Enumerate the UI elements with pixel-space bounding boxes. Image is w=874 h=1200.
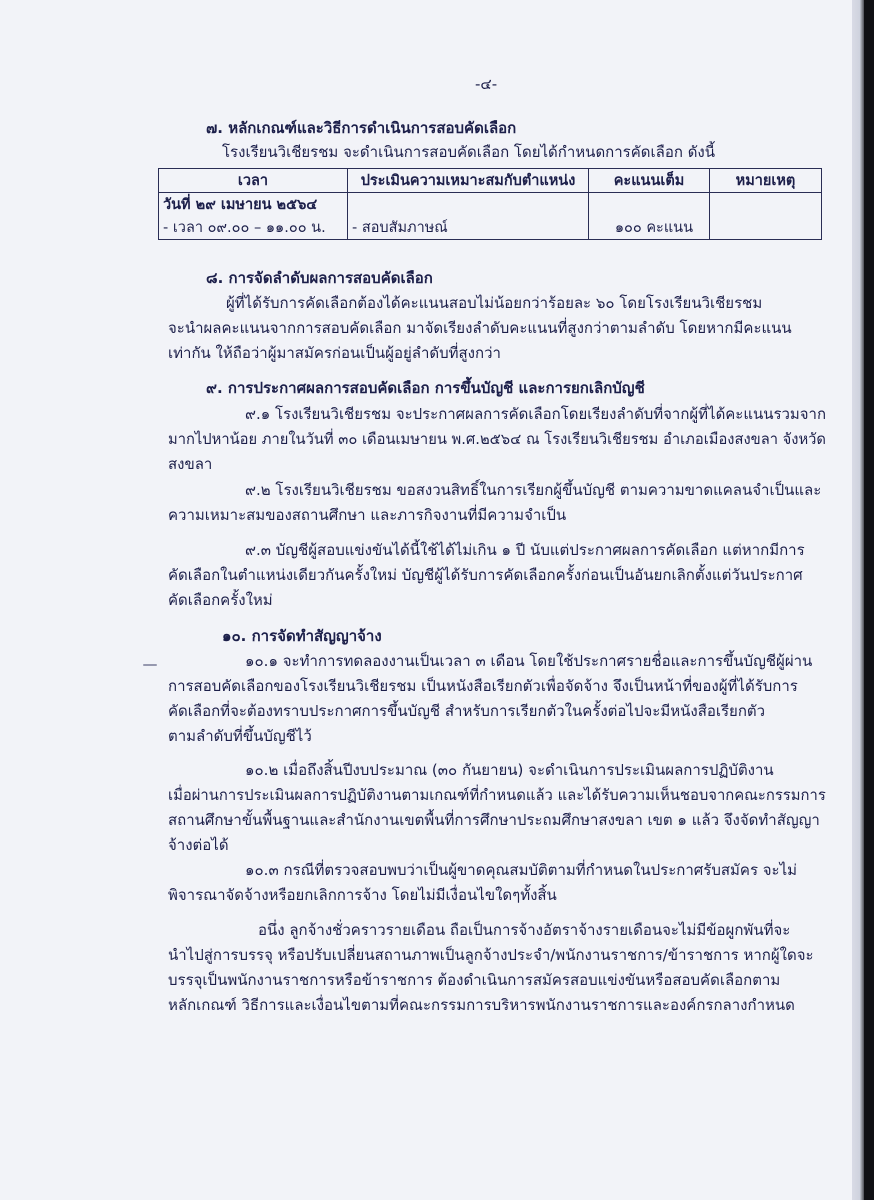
- section-10-2-line: เมื่อผ่านการประเมินผลการปฏิบัติงานตามเกณฑ์ที่กำหนดแล้ว และได้รับความเห็นชอบจากคณะกรรมการ: [168, 786, 826, 804]
- section-10-heading: ๑๐. การจัดทำสัญญาจ้าง: [222, 627, 382, 645]
- table-header-row: [159, 169, 822, 193]
- cell-score: ๑๐๐ คะแนน: [589, 216, 710, 240]
- section-9-3-line: คัดเลือกครั้งใหม่: [168, 591, 273, 609]
- remark-line: บรรจุเป็นพนักงานราชการหรือข้าราชการ ต้องดำเนินการสมัครสอบแข่งขันหรือสอบคัดเลือกตาม: [168, 971, 781, 989]
- col-header-assessment: ประเมินความเหมาะสมกับตำแหน่ง: [348, 169, 589, 193]
- cell-remark: [710, 193, 822, 240]
- section-10-2-line: สถานศึกษาขั้นพื้นฐานและสำนักงานเขตพื้นที่การศึกษาประถมศึกษาสงขลา เขต ๑ แล้ว จึงจัดทำสัญญา: [168, 811, 820, 829]
- section-9-1-line: มากไปหาน้อย ภายในวันที่ ๓๐ เดือนเมษายน พ.ศ.๒๕๖๔ ณ โรงเรียนวิเชียรชม อำเภอเมืองสงขลา จังหวัด: [168, 430, 826, 448]
- section-10-1-line: การสอบคัดเลือกของโรงเรียนวิเชียรชม เป็นหนังสือเรียกตัวเพื่อจัดจ้าง จึงเป็นหน้าที่ของผู้ที่ได้รับการ: [168, 677, 798, 695]
- remark-line: อนึ่ง ลูกจ้างชั่วคราวรายเดือน ถือเป็นการจ้างอัตราจ้างรายเดือนจะไม่มีข้อผูกพันที่จะ: [258, 921, 791, 939]
- section-9-1-line: สงขลา: [168, 455, 213, 473]
- section-9-3-line: คัดเลือกในตำแหน่งเดียวกันครั้งใหม่ บัญชีผู้ได้รับการคัดเลือกครั้งก่อนเป็นอันยกเลิกตั้งแต่วันประกาศ: [168, 566, 803, 584]
- section-10-1-line: คัดเลือกที่จะต้องทราบประกาศการขึ้นบัญชี สำหรับการเรียกตัวในครั้งต่อไปจะมีหนังสือเรียกตัว: [168, 702, 766, 720]
- section-9-1-line: ๙.๑ โรงเรียนวิเชียรชม จะประกาศผลการคัดเลือกโดยเรียงลำดับที่จากผู้ที่ได้คะแนนรวมจาก: [245, 405, 827, 423]
- remark-line: หลักเกณฑ์ วิธีการและเงื่อนไขตามที่คณะกรรมการบริหารพนักงานราชการและองค์กรกลางกำหนด: [168, 996, 795, 1014]
- section-8-line: จะนำผลคะแนนจากการสอบคัดเลือก มาจัดเรียงลำดับคะแนนที่สูงกว่าตามลำดับ โดยหากมีคะแนน: [168, 319, 792, 337]
- section-10-3-line: พิจารณาจัดจ้างหรือยกเลิกการจ้าง โดยไม่มีเงื่อนไขใดๆทั้งสิ้น: [168, 886, 557, 904]
- scan-edge-dark: [864, 0, 874, 1200]
- page-number: -๔-: [475, 75, 498, 93]
- cell-empty: [589, 193, 710, 217]
- cell-date: วันที่ ๒๙ เมษายน ๒๕๖๔: [159, 193, 348, 217]
- section-10-2-line: จ้างต่อได้: [168, 836, 229, 854]
- section-7-intro: โรงเรียนวิเชียรชม จะดำเนินการสอบคัดเลือก โดยได้กำหนดการคัดเลือก ดังนี้: [222, 143, 716, 161]
- schedule-table: [158, 168, 822, 240]
- section-10-1-line: ตามลำดับที่ขึ้นบัญชีไว้: [168, 727, 312, 745]
- section-8-line: ผู้ที่ได้รับการคัดเลือกต้องได้คะแนนสอบไม่น้อยกว่าร้อยละ ๖๐ โดยโรงเรียนวิเชียรชม: [226, 294, 763, 312]
- cell-time: - เวลา ๐๙.๐๐ – ๑๑.๐๐ น.: [159, 216, 348, 240]
- cell-assessment: - สอบสัมภาษณ์: [348, 216, 589, 240]
- section-10-3-line: ๑๐.๓ กรณีที่ตรวจสอบพบว่าเป็นผู้ขาดคุณสมบัติตามที่กำหนดในประกาศรับสมัคร จะไม่: [245, 861, 798, 879]
- section-10-2-line: ๑๐.๒ เมื่อถึงสิ้นปีงบประมาณ (๓๐ กันยายน) จะดำเนินการประเมินผลการปฏิบัติงาน: [245, 761, 774, 779]
- section-7-heading: ๗. หลักเกณฑ์และวิธีการดำเนินการสอบคัดเลือก: [206, 119, 517, 137]
- section-9-heading: ๙. การประกาศผลการสอบคัดเลือก การขึ้นบัญชี และการยกเลิกบัญชี: [206, 379, 645, 397]
- remark-line: นำไปสู่การบรรจุ หรือปรับเปลี่ยนสถานภาพเป็นลูกจ้างประจำ/พนักงานราชการ/ข้าราชการ หากผู้ใดจะ: [168, 946, 814, 964]
- col-header-time: เวลา: [159, 169, 348, 193]
- cell-empty: [348, 193, 589, 217]
- section-9-2-line: ๙.๒ โรงเรียนวิเชียรชม ขอสงวนสิทธิ์ในการเรียกผู้ขึ้นบัญชี ตามความขาดแคลนจำเป็นและ: [245, 481, 822, 499]
- section-10-1-line: ๑๐.๑ จะทำการทดลองงานเป็นเวลา ๓ เดือน โดยใช้ประกาศรายชื่อและการขึ้นบัญชีผู้ผ่าน: [245, 652, 813, 670]
- table-row: [159, 193, 822, 217]
- section-9-3-line: ๙.๓ บัญชีผู้สอบแข่งขันได้นี้ใช้ได้ไม่เกิน ๑ ปี นับแต่ประกาศผลการคัดเลือก แต่หากมีการ: [245, 541, 805, 559]
- section-8-heading: ๘. การจัดลำดับผลการสอบคัดเลือก: [206, 269, 433, 287]
- col-header-full-score: คะแนนเต็ม: [589, 169, 710, 193]
- col-header-remark: หมายเหตุ: [710, 169, 822, 193]
- section-9-2-line: ความเหมาะสมของสถานศึกษา และภารกิจงานที่มีความจำเป็น: [168, 506, 567, 524]
- section-8-line: เท่ากัน ให้ถือว่าผู้มาสมัครก่อนเป็นผู้อยู่ลำดับที่สูงกว่า: [168, 344, 501, 362]
- scan-mark: [143, 664, 157, 666]
